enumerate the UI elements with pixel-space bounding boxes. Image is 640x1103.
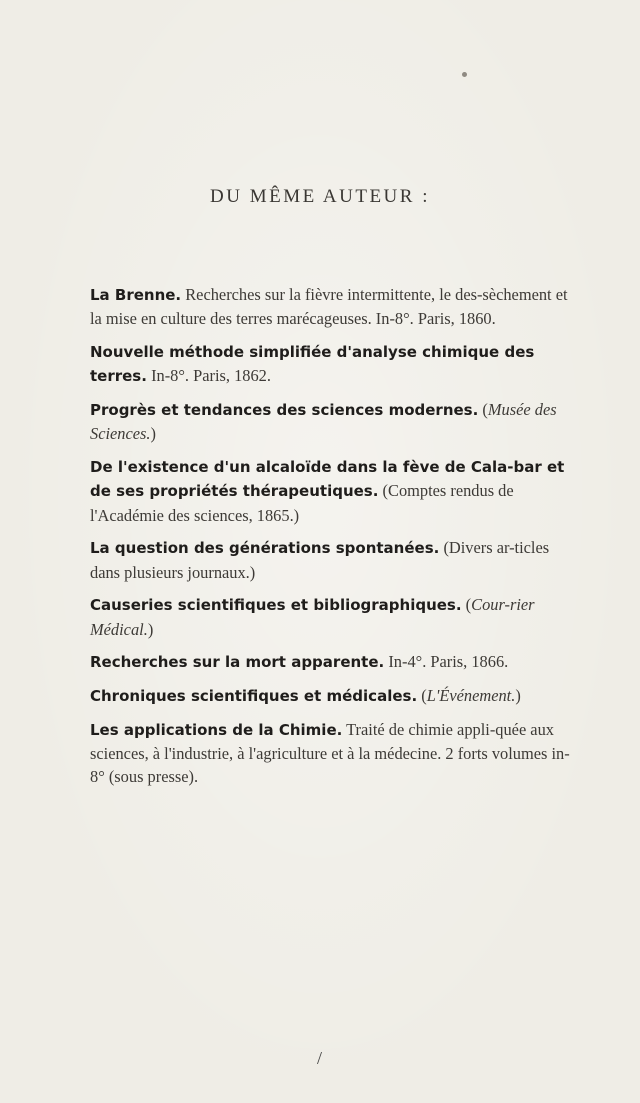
- bibliography-entry: [90, 684, 574, 708]
- entry-title: Les applications de la Chimie.: [90, 720, 343, 739]
- entry-paren-open: (: [482, 400, 488, 419]
- entry-paren-close: ): [147, 619, 154, 639]
- bibliography-entry: [90, 455, 574, 527]
- entry-description: Recherches sur la fièvre intermittente, le des-sèchement et la mise en culture des terres marécageuses. In-8°. Paris, 1860.: [90, 285, 568, 329]
- bibliography-list: [90, 283, 574, 798]
- entry-description: Traité de chimie appli-quée aux sciences, à l'industrie, à l'agriculture et à la médecine. 2 forts volumes in-8° (sous presse).: [90, 719, 570, 787]
- page-heading: DU MÊME AUTEUR :: [210, 186, 430, 207]
- entry-title: Causeries scientifiques et bibliographiques.: [90, 596, 462, 615]
- entry-source: L'Événement.: [426, 686, 516, 705]
- entry-title: De l'existence d'un alcaloïde dans la fève de Cala-bar et de ses propriétés thérapeutiques.: [90, 458, 565, 501]
- entry-description: [421, 686, 521, 705]
- entry-title: Recherches sur la mort apparente.: [90, 653, 385, 672]
- entry-title: Nouvelle méthode simplifiée d'analyse chimique des terres.: [90, 343, 535, 386]
- ink-speck: [462, 72, 467, 77]
- entry-paren-open: (: [465, 595, 472, 615]
- entry-title: La Brenne.: [90, 286, 182, 304]
- entry-title: Progrès et tendances des sciences modernes.: [90, 401, 479, 419]
- entry-description: In-8°. Paris, 1862.: [151, 366, 271, 386]
- entry-title: La question des générations spontanées.: [90, 539, 440, 558]
- entry-title: Chroniques scientifiques et médicales.: [90, 687, 418, 705]
- entry-paren-open: (: [421, 686, 427, 705]
- bibliography-entry: [90, 536, 574, 584]
- entry-description: (Divers ar-ticles dans plusieurs journaux.): [90, 538, 550, 582]
- entry-paren-close: ): [515, 686, 521, 705]
- entry-source: Cour-rier Médical.: [90, 595, 535, 639]
- bibliography-entry: [90, 283, 574, 331]
- bibliography-entry: [90, 593, 574, 641]
- bibliography-entry: [90, 650, 574, 674]
- bibliography-entry: [90, 398, 574, 446]
- entry-description: (Comptes rendus de l'Académie des sciences, 1865.): [90, 481, 514, 525]
- bibliography-entry: [90, 718, 574, 789]
- bibliography-entry: [90, 340, 574, 389]
- entry-paren-close: ): [150, 424, 156, 444]
- entry-source: Musée des Sciences.: [90, 400, 557, 444]
- page-marker: /: [317, 1048, 323, 1068]
- entry-description: In-4°. Paris, 1866.: [388, 652, 509, 672]
